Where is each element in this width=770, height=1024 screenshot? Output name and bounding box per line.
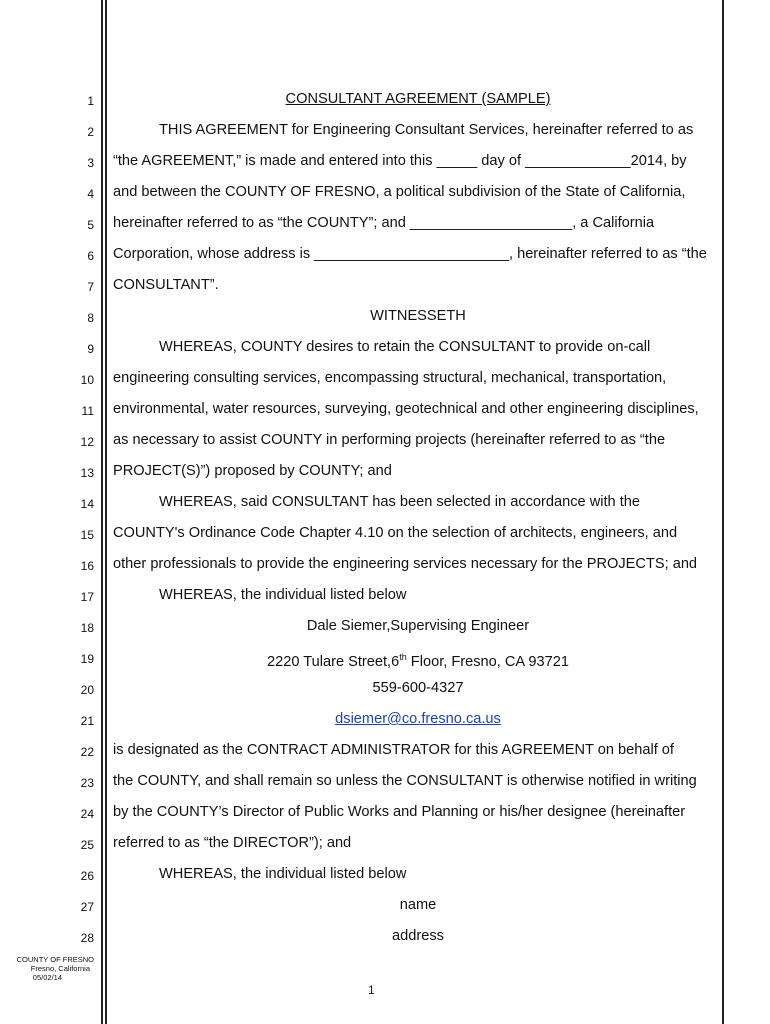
line-number: 6: [87, 249, 94, 263]
line-number: 7: [87, 280, 94, 294]
paragraph-line: WHEREAS, COUNTY desires to retain the CONSULTANT to provide on-call: [159, 339, 651, 355]
line-number: 10: [80, 373, 94, 387]
placeholder-name: name: [399, 897, 437, 913]
line-number: 14: [80, 497, 94, 511]
line-number: 28: [80, 931, 94, 945]
paragraph-line: THIS AGREEMENT for Engineering Consultant Services, hereinafter referred to as: [159, 122, 694, 138]
line-number: 18: [80, 621, 94, 635]
line-number: 26: [80, 869, 94, 883]
line-number: 4: [87, 187, 94, 201]
line-number: 9: [87, 342, 94, 356]
paragraph-line: and between the COUNTY OF FRESNO, a political subdivision of the State of California,: [113, 184, 686, 200]
line-number: 12: [80, 435, 94, 449]
paragraph-line: CONSULTANT”.: [113, 277, 219, 293]
contact-address-city: Floor, Fresno, CA 93721: [406, 653, 569, 670]
left-margin-rule-2: [105, 0, 107, 1024]
contact-address-street: 2220 Tulare Street,6: [266, 653, 400, 670]
line-number: 13: [80, 466, 94, 480]
line-number: 25: [80, 838, 94, 852]
paragraph-line: the COUNTY, and shall remain so unless the CONSULTANT is otherwise notified in writing: [113, 773, 697, 789]
paragraph-line: Corporation, whose address is ________________________, hereinafter referred to as “the: [113, 246, 707, 262]
paragraph-line: WHEREAS, the individual listed below: [159, 587, 407, 603]
paragraph-line: is designated as the CONTRACT ADMINISTRATOR for this AGREEMENT on behalf of: [113, 742, 674, 758]
paragraph-line: “the AGREEMENT,” is made and entered into this _____ day of _____________2014, by: [113, 153, 687, 169]
page-number: 1: [368, 983, 375, 997]
footer-city: Fresno, California: [30, 964, 90, 973]
left-margin-rule-1: [101, 0, 103, 1024]
paragraph-line: other professionals to provide the engineering services necessary for the PROJECTS; and: [113, 556, 698, 572]
footer-org: COUNTY OF FRESNO: [16, 955, 94, 964]
line-number: 17: [80, 590, 94, 604]
line-number: 24: [80, 807, 94, 821]
line-number: 5: [87, 218, 94, 232]
line-number: 8: [87, 311, 94, 325]
contact-email: [113, 710, 723, 728]
line-number: 23: [80, 776, 94, 790]
footer-date: 05/02/14: [32, 973, 62, 982]
contact-phone: 559-600-4327: [372, 680, 464, 696]
right-margin-rule: [722, 0, 724, 1024]
paragraph-line: WHEREAS, the individual listed below: [159, 866, 407, 882]
paragraph-line: WHEREAS, said CONSULTANT has been selected in accordance with the: [159, 494, 640, 510]
document-title: CONSULTANT AGREEMENT (SAMPLE): [285, 91, 551, 107]
paragraph-line: as necessary to assist COUNTY in performing projects (hereinafter referred to as “the: [113, 432, 666, 448]
paragraph-line: hereinafter referred to as “the COUNTY”; and ____________________, a California: [113, 215, 655, 231]
line-number: 19: [80, 652, 94, 666]
paragraph-line: PROJECT(S)”) proposed by COUNTY; and: [113, 463, 392, 479]
paragraph-line: COUNTY's Ordinance Code Chapter 4.10 on the selection of architects, engineers, and: [113, 525, 678, 541]
line-number: 1: [87, 94, 94, 108]
line-number: 2: [87, 125, 94, 139]
paragraph-line: engineering consulting services, encompassing structural, mechanical, transportation,: [113, 370, 667, 386]
email-link[interactable]: dsiemer@co.fresno.ca.us: [335, 711, 501, 727]
line-number: 21: [80, 714, 94, 728]
line-number: 16: [80, 559, 94, 573]
paragraph-line: by the COUNTY’s Director of Public Works and Planning or his/her designee (hereinafter: [113, 804, 686, 820]
line-number: 15: [80, 528, 94, 542]
line-number: 20: [80, 683, 94, 697]
line-number: 27: [80, 900, 94, 914]
line-number: 11: [81, 404, 94, 418]
placeholder-address: address: [392, 928, 444, 944]
contact-name: Dale Siemer,Supervising Engineer: [306, 618, 530, 634]
section-heading: WITNESSETH: [370, 308, 466, 324]
contact-address-ordinal: th: [399, 652, 407, 662]
contact-address: [113, 648, 723, 671]
line-number: 22: [80, 745, 94, 759]
line-number: 3: [87, 156, 94, 170]
paragraph-line: referred to as “the DIRECTOR”); and: [113, 835, 352, 851]
paragraph-line: environmental, water resources, surveying, geotechnical and other engineering disciplines,: [113, 401, 699, 417]
